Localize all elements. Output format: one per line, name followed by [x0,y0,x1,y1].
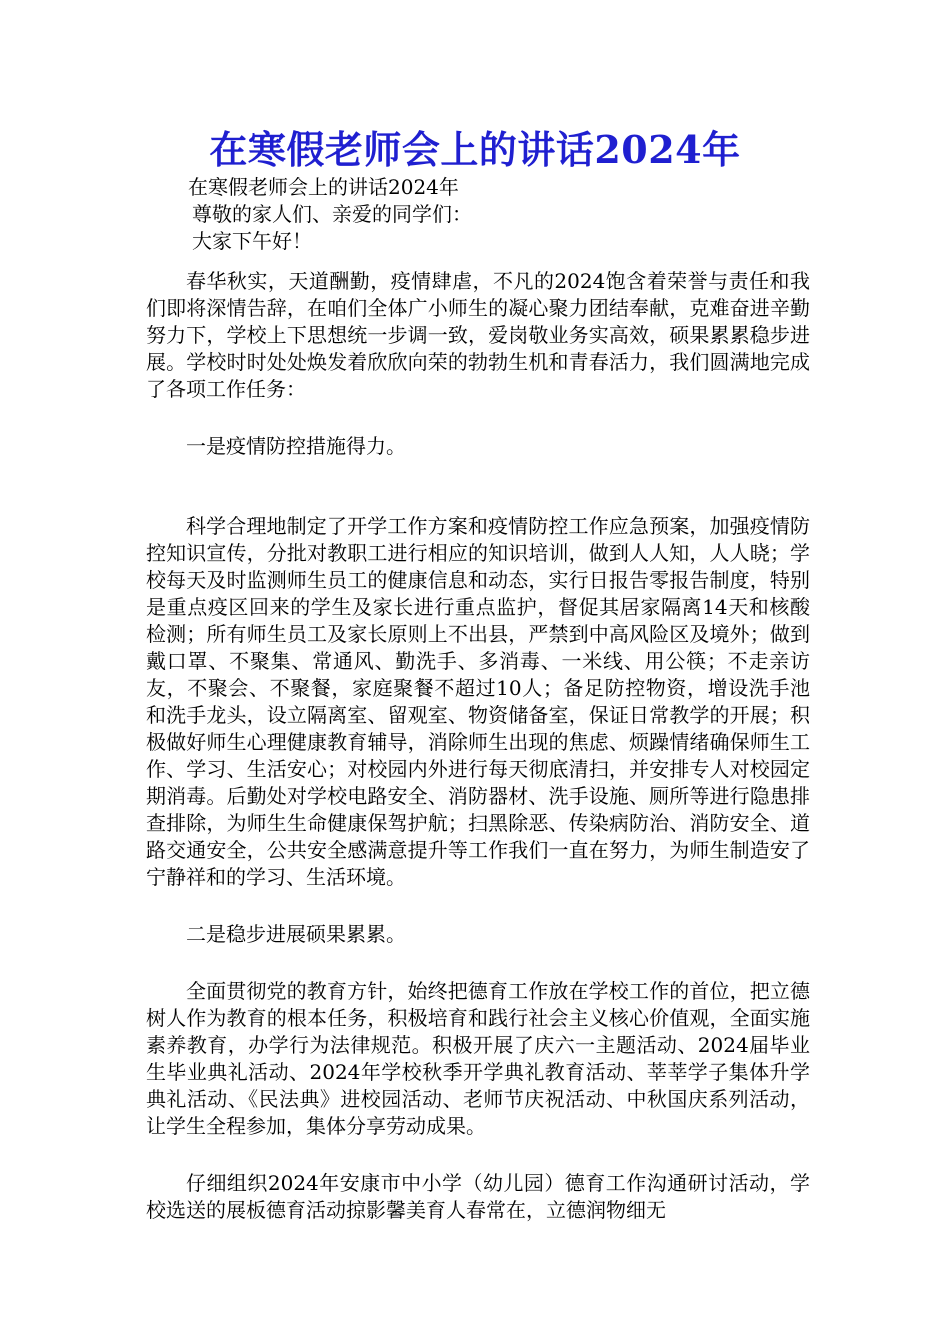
document-body [146,268,810,1224]
paragraph-epidemic-control: 科学合理地制定了开学工作方案和疫情防控工作应急预案，加强疫情防控知识宣传，分批对教职工进行相应的知识培训，做到人人知，人人晓；学校每天及时监测师生员工的健康信息和动态，实行日报告零报告制度，特别是重点疫区回来的学生及家长进行重点监护，督促其居家隔离14天和核酸检测；所有师生员工及家长原则上不出县，严禁到中高风险区及境外；做到戴口罩、不聚集、常通风、勤洗手、多消毒、一米线、用公筷；不走亲访友，不聚会、不聚餐，家庭聚餐不超过10人；备足防控物资，增设洗手池和洗手龙头，设立隔离室、留观室、物资储备室，保证日常教学的开展；积极做好师生心理健康教育辅导，消除师生出现的焦虑、烦躁情绪确保师生工作、学习、生活安心；对校园内外进行每天彻底清扫，并安排专人对校园定期消毒。后勤处对学校电路安全、消防器材、洗手设施、厕所等进行隐患排查排除，为师生生命健康保驾护航；扫黑除恶、传染病防治、消防安全、道路交通安全，公共安全感满意提升等工作我们一直在努力，为师生制造安了宁静祥和的学习、生活环境。 [146,514,810,889]
document-title: 在寒假老师会上的讲话2024年 [209,127,741,172]
intro-block [188,174,472,255]
paragraph-opening: 春华秋实，天道酬勤，疫情肆虐，不凡的2024饱含着荣誉与责任和我们即将深情告辞，在咱们全体广小师生的凝心聚力团结奉献，克难奋进辛勤努力下，学校上下思想统一步调一致，爱岗敬业务实高效，硕果累累稳步进展。学校时时处处焕发着欣欣向荣的勃勃生机和青春活力，我们圆满地完成了各项工作任务： [146,269,810,401]
subtitle: 在寒假老师会上的讲话2024年 [188,175,459,199]
salutation: 尊敬的家人们、亲爱的同学们： [192,202,472,226]
paragraph-seminar: 仔细组织2024年安康市中小学（幼儿园）德育工作沟通研讨活动，学校选送的展板德育活动掠影馨美育人春常在，立德润物细无 [146,1171,810,1222]
paragraph-moral-education: 全面贯彻党的教育方针，始终把德育工作放在学校工作的首位，把立德树人作为教育的根本任务，积极培育和践行社会主义核心价值观，全面实施素养教育，办学行为法律规范。积极开展了庆六一主题活动、2024届毕业生毕业典礼活动、2024年学校秋季开学典礼教育活动、莘莘学子集体升学典礼活动、《民法典》进校园活动、老师节庆祝活动、中秋国庆系列活动，让学生全程参加，集体分享劳动成果。 [146,979,810,1138]
section-heading-1: 一是疫情防控措施得力。 [186,434,406,458]
section-heading-2: 二是稳步进展硕果累累。 [186,922,406,946]
greeting: 大家下午好！ [192,229,312,253]
